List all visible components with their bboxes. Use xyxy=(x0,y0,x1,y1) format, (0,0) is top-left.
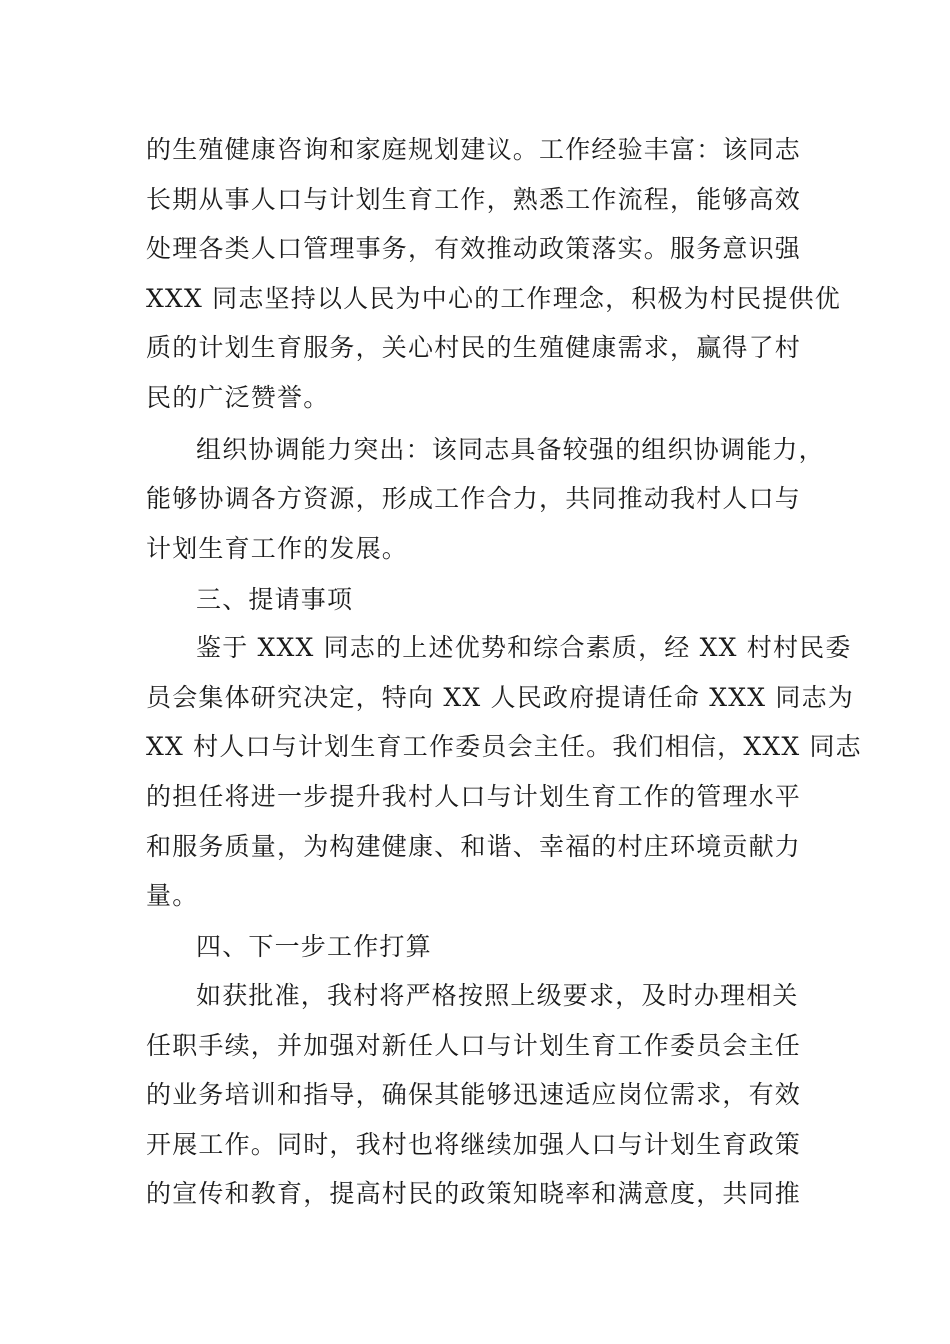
text-line: 处理各类人口管理事务，有效推动政策落实。服务意识强 xyxy=(146,234,802,263)
paragraph-first-line: 组织协调能力突出：该同志具备较强的组织协调能力， xyxy=(196,435,825,464)
text-line: 民的广泛赞誉。 xyxy=(146,383,330,412)
text-line: 的担任将进一步提升我村人口与计划生育工作的管理水平 xyxy=(146,782,802,811)
section-heading: 三、提请事项 xyxy=(196,585,354,614)
text-line: 任职手续，并加强对新任人口与计划生育工作委员会主任 xyxy=(146,1031,802,1060)
text-line: XX 村人口与计划生育工作委员会主任。我们相信，XXX 同志 xyxy=(146,732,862,761)
text-line: 长期从事人口与计划生育工作，熟悉工作流程，能够高效 xyxy=(146,185,802,214)
text-line: 和服务质量，为构建健康、和谐、幸福的村庄环境贡献力 xyxy=(146,832,802,861)
paragraph-first-line: 鉴于 XXX 同志的上述优势和综合素质，经 XX 村村民委 xyxy=(196,633,852,662)
text-line: 开展工作。同时，我村也将继续加强人口与计划生育政策 xyxy=(146,1130,802,1159)
text-line: 的宣传和教育，提高村民的政策知晓率和满意度，共同推 xyxy=(146,1179,802,1208)
text-line: 能够协调各方资源，形成工作合力，共同推动我村人口与 xyxy=(146,484,802,513)
text-line: 质的计划生育服务，关心村民的生殖健康需求，赢得了村 xyxy=(146,333,802,362)
text-line: 的业务培训和指导，确保其能够迅速适应岗位需求，有效 xyxy=(146,1080,802,1109)
text-line: 量。 xyxy=(146,881,199,910)
text-line: 员会集体研究决定，特向 XX 人民政府提请任命 XXX 同志为 xyxy=(146,683,854,712)
section-heading: 四、下一步工作打算 xyxy=(196,932,432,961)
text-line: 的生殖健康咨询和家庭规划建议。工作经验丰富：该同志 xyxy=(146,135,802,164)
paragraph-first-line: 如获批准，我村将严格按照上级要求，及时办理相关 xyxy=(196,981,799,1010)
text-line: 计划生育工作的发展。 xyxy=(146,534,409,563)
text-line: XXX 同志坚持以人民为中心的工作理念，积极为村民提供优 xyxy=(146,284,841,313)
